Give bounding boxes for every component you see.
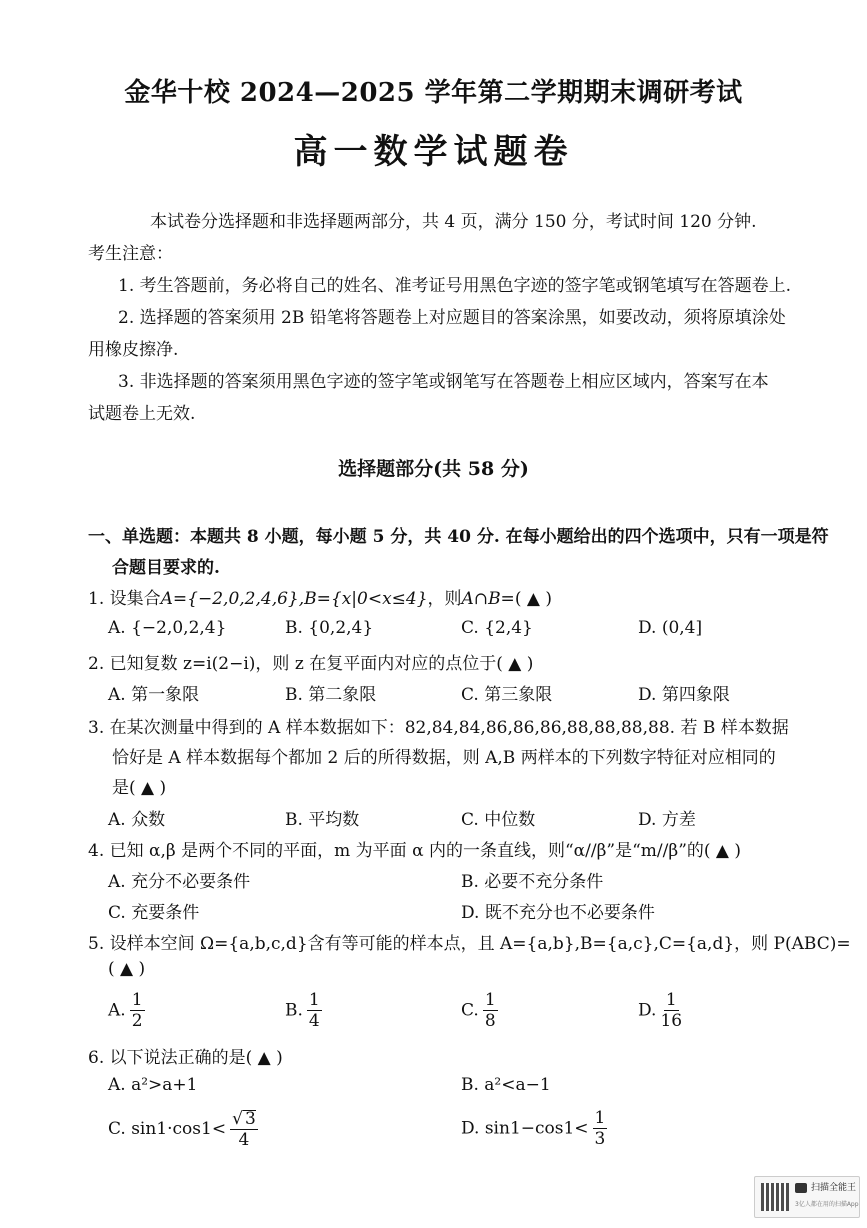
question-3-line3: 是( ▲ ) xyxy=(112,778,167,798)
question-2: 2. 已知复数 z=i(2−i)，则 z 在复平面内对应的点位于( ▲ ) xyxy=(88,654,534,674)
q1-number: 1. xyxy=(88,589,105,609)
scanner-app-name: 扫描全能王 xyxy=(811,1183,857,1193)
q5-c-numerator: 1 xyxy=(484,990,496,1010)
q1-pre: 设集合 xyxy=(109,589,161,609)
q6-option-d-fraction xyxy=(593,1110,608,1148)
q5-option-d-fraction xyxy=(660,992,682,1030)
scanner-tagline: 3亿人都在用的扫描App xyxy=(795,1201,859,1208)
q1-option-c: C. {2,4} xyxy=(461,618,533,638)
q3-option-a: A. 众数 xyxy=(108,810,166,830)
q3-option-d: D. 方差 xyxy=(638,810,696,830)
q6-option-a: A. a²>a+1 xyxy=(108,1075,198,1095)
q5-option-b-fraction xyxy=(307,992,322,1030)
q5-option-d xyxy=(638,992,682,1030)
notice-3b: 试题卷上无效. xyxy=(88,404,196,424)
q4-option-b: B. 必要不充分条件 xyxy=(461,872,604,892)
q5-option-d-label: D. xyxy=(638,1000,657,1021)
q6-d-numerator: 1 xyxy=(594,1108,606,1128)
q1-option-d: D. (0,4] xyxy=(638,618,703,638)
q5-c-denominator: 8 xyxy=(484,1011,496,1031)
q5-d-denominator: 16 xyxy=(660,1011,683,1031)
q6-c-numerator: √ 3 xyxy=(232,1109,256,1129)
q6-option-d-pre: D. sin1−cos1< xyxy=(461,1118,589,1139)
q5-option-a-label: A. xyxy=(108,1000,126,1021)
q5-a-denominator: 2 xyxy=(131,1011,143,1031)
q5-option-c-label: C. xyxy=(461,1000,479,1021)
q3-option-c: C. 中位数 xyxy=(461,810,536,830)
q4-option-d: D. 既不充分也不必要条件 xyxy=(461,903,655,923)
q3-option-b: B. 平均数 xyxy=(285,810,360,830)
q6-option-c-fraction xyxy=(230,1110,258,1149)
q2-option-c: C. 第三象限 xyxy=(461,685,553,705)
q6-option-c-pre: C. sin1·cos1< xyxy=(108,1119,227,1139)
q5-b-denominator: 4 xyxy=(308,1011,320,1031)
question-6: 6. 以下说法正确的是( ▲ ) xyxy=(88,1048,283,1068)
q4-option-c: C. 充要条件 xyxy=(108,903,200,923)
q5-option-b xyxy=(285,992,322,1030)
q1-set-b: B={x|0<x≤4} xyxy=(304,589,428,609)
question-5-line2: ( ▲ ) xyxy=(108,959,146,979)
q6-option-b: B. a²<a−1 xyxy=(461,1075,551,1095)
q1-blank: ( ▲ ) xyxy=(514,589,552,609)
q1-option-a: A. {−2,0,2,4} xyxy=(108,618,227,638)
notice-1: 1. 考生答题前，务必将自己的姓名、准考证号用黑色字迹的签字笔或钢笔填写在答题卷上. xyxy=(118,276,792,296)
q6-option-d xyxy=(461,1110,607,1148)
q5-option-a-fraction xyxy=(130,992,145,1030)
section-title: 选择题部分(共 58 分) xyxy=(338,458,529,480)
q6-option-c xyxy=(108,1110,258,1149)
exam-header-title: 金华十校 2024—2025 学年第二学期期末调研考试 xyxy=(124,78,743,108)
q6-c-root-value: 3 xyxy=(244,1109,256,1129)
q1-option-b: B. {0,2,4} xyxy=(285,618,374,638)
q5-b-numerator: 1 xyxy=(308,990,320,1010)
question-5-line1: 5. 设样本空间 Ω={a,b,c,d}含有等可能的样本点，且 A={a,b},B={a,c},C={a,d}，则 P(ABC)= xyxy=(88,934,851,954)
scanner-logo-icon xyxy=(795,1183,807,1193)
intro-line: 本试卷分选择题和非选择题两部分，共 4 页，满分 150 分，考试时间 120 分钟. xyxy=(150,212,757,232)
q2-option-b: B. 第二象限 xyxy=(285,685,377,705)
q1-expr: A∩B= xyxy=(461,589,515,609)
notice-label: 考生注意： xyxy=(88,244,173,264)
q1-set-a: A={−2,0,2,4,6}, xyxy=(160,589,305,609)
question-1 xyxy=(88,584,552,609)
q5-option-c-fraction xyxy=(483,992,498,1030)
q6-d-denominator: 3 xyxy=(594,1129,606,1149)
q5-d-numerator: 1 xyxy=(665,990,677,1010)
q5-option-b-label: B. xyxy=(285,1000,303,1021)
notice-2a: 2. 选择题的答案须用 2B 铅笔将答题卷上对应题目的答案涂黑，如要改动，须将原填涂处 xyxy=(118,308,786,328)
q2-option-d: D. 第四象限 xyxy=(638,685,730,705)
scanner-watermark xyxy=(754,1176,860,1218)
qr-code-icon xyxy=(761,1183,789,1211)
q5-option-a xyxy=(108,992,145,1030)
part1-heading-a: 一、单选题：本题共 8 小题，每小题 5 分，共 40 分. 在每小题给出的四个选项中，只有一项是符 xyxy=(88,527,829,547)
question-3-line2: 恰好是 A 样本数据每个都加 2 后的所得数据，则 A,B 两样本的下列数字特征对应相同的 xyxy=(112,748,776,768)
question-3-line1: 3. 在某次测量中得到的 A 样本数据如下：82,84,84,86,86,86,88,88,88,88. 若 B 样本数据 xyxy=(88,718,789,738)
q5-option-c xyxy=(461,992,498,1030)
q4-option-a: A. 充分不必要条件 xyxy=(108,872,251,892)
part1-heading-b: 合题目要求的. xyxy=(112,558,220,578)
q1-mid: ，则 xyxy=(427,589,462,609)
question-4: 4. 已知 α,β 是两个不同的平面，m 为平面 α 内的一条直线，则“α//β”是“m//β”的( ▲ ) xyxy=(88,841,742,861)
notice-3a: 3. 非选择题的答案须用黑色字迹的签字笔或钢笔写在答题卷上相应区域内，答案写在本 xyxy=(118,372,769,392)
paper-title: 高一数学试题卷 xyxy=(293,132,574,172)
q2-option-a: A. 第一象限 xyxy=(108,685,200,705)
notice-2b: 用橡皮擦净. xyxy=(88,340,179,360)
q6-c-denominator: 4 xyxy=(238,1130,250,1150)
q5-a-numerator: 1 xyxy=(131,990,143,1010)
